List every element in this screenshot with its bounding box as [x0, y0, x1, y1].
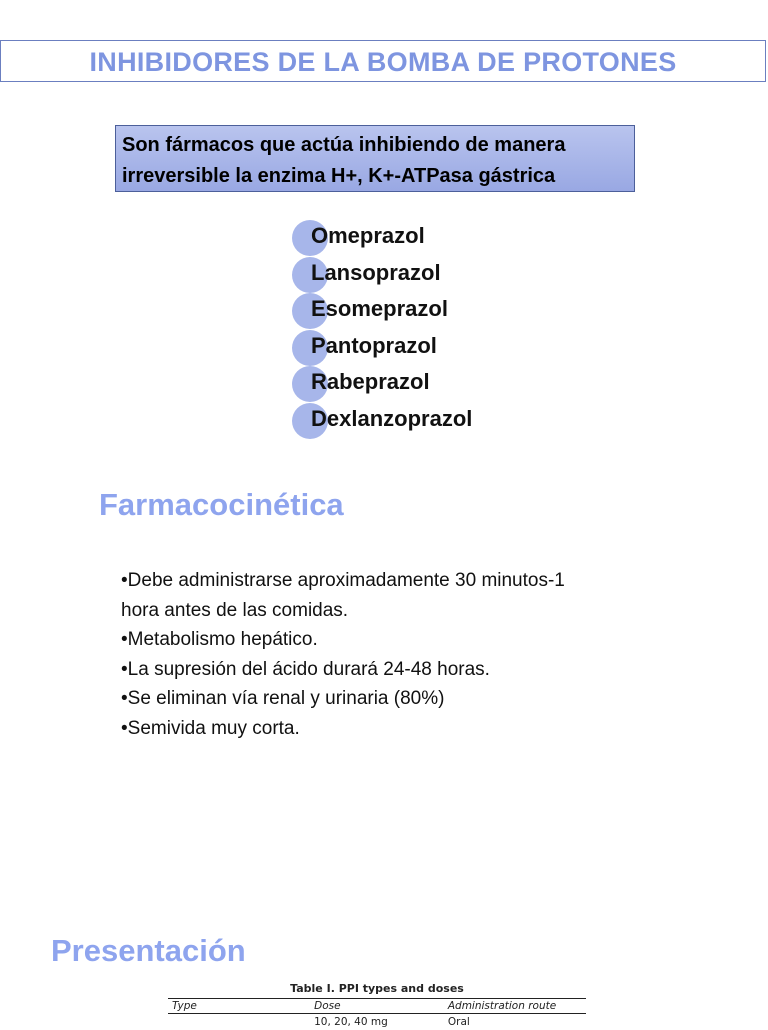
drug-label: Dexlanzoprazol	[311, 406, 472, 432]
drug-label: Pantoprazol	[311, 333, 437, 359]
drug-list	[292, 220, 592, 440]
drug-item	[292, 403, 592, 440]
drug-label: Omeprazol	[311, 223, 425, 249]
title-box	[0, 40, 766, 82]
definition-box	[115, 125, 635, 192]
column-header: Dose	[310, 999, 444, 1014]
column-header: Type	[168, 999, 310, 1014]
drug-item	[292, 257, 592, 294]
drug-label: Lansoprazol	[311, 260, 441, 286]
definition-text: Son fármacos que actúa inhibiendo de manera irreversible la enzima H+, K+-ATPasa gástrica	[122, 130, 628, 192]
drug-item	[292, 366, 592, 403]
doses-table	[168, 998, 586, 1030]
list-item: •Semivida muy corta.	[121, 714, 581, 744]
table-cell	[168, 1014, 310, 1030]
list-item: •Debe administrarse aproximadamente 30 minutos-1 hora antes de las comidas.	[121, 566, 581, 625]
list-item: •Metabolismo hepático.	[121, 625, 581, 655]
pharmacokinetics-heading: Farmacocinética	[99, 487, 344, 523]
pharmacokinetics-list	[121, 566, 581, 743]
list-item: •La supresión del ácido durará 24-48 horas.	[121, 655, 581, 685]
table-row	[168, 1014, 586, 1030]
page-title: INHIBIDORES DE LA BOMBA DE PROTONES	[1, 47, 765, 78]
table-header-row	[168, 999, 586, 1014]
ppi-table	[168, 982, 586, 1030]
drug-item	[292, 293, 592, 330]
table-cell: 10, 20, 40 mg	[310, 1014, 444, 1030]
list-item: •Se eliminan vía renal y urinaria (80%)	[121, 684, 581, 714]
drug-label: Esomeprazol	[311, 296, 448, 322]
drug-item	[292, 330, 592, 367]
column-header: Administration route	[444, 999, 586, 1014]
table-caption: Table I. PPI types and doses	[168, 982, 586, 995]
drug-item	[292, 220, 592, 257]
drug-label: Rabeprazol	[311, 369, 430, 395]
presentation-heading: Presentación	[51, 933, 246, 969]
table-cell: Oral	[444, 1014, 586, 1030]
